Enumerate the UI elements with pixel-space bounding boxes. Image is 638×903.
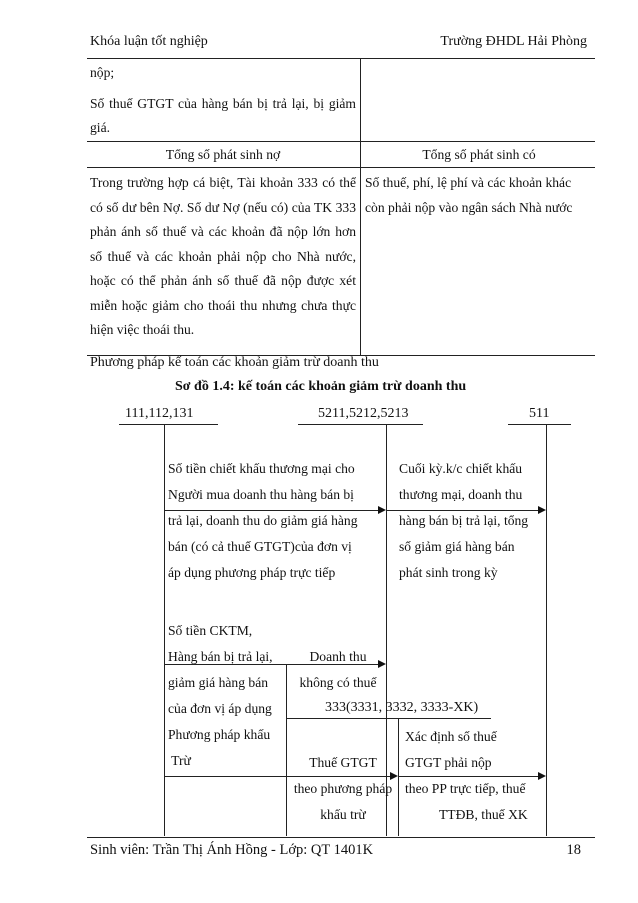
flow-line: Phương pháp khấu xyxy=(168,727,271,742)
flow-line: Người mua doanh thu hàng bán bị xyxy=(168,487,354,502)
flow-text-b xyxy=(399,456,528,586)
account-tax: 333(3331, 3332, 3333-XK) xyxy=(325,700,479,715)
flow-line: giảm giá hàng bán xyxy=(168,675,269,690)
flow-line: TTĐB, thuế XK xyxy=(439,807,528,822)
flow-line: Số tiền chiết khấu thương mại cho xyxy=(168,461,355,476)
page-number: 18 xyxy=(566,842,581,858)
account-right-axis xyxy=(546,424,547,836)
header-rule xyxy=(87,58,595,59)
table-cell-top-left xyxy=(90,61,356,141)
flow-line: không có thuế xyxy=(299,675,377,690)
footer-left: Sinh viên: Trần Thị Ánh Hồng - Lớp: QT 1401K xyxy=(90,842,374,858)
account-right: 511 xyxy=(529,406,550,421)
account-middle: 5211,5212,5213 xyxy=(318,406,409,421)
section-title: Phương pháp kế toán các khoản giảm trừ doanh thu xyxy=(90,355,379,370)
flow-line: phát sinh trong kỳ xyxy=(399,565,498,580)
debit-header: Tổng số phát sinh nợ xyxy=(165,147,281,162)
arrow-line-f xyxy=(398,776,538,777)
arrow-head-e xyxy=(390,772,398,780)
account-middle-line xyxy=(298,424,423,425)
flow-line: áp dụng phương pháp trực tiếp xyxy=(168,565,336,580)
flow-line: Số tiền CKTM, xyxy=(168,623,253,638)
arrow-head-f xyxy=(538,772,546,780)
header-right: Trường ĐHDL Hải Phòng xyxy=(440,34,587,49)
tax-left-axis xyxy=(286,664,287,836)
credit-text: Số thuế, phí, lệ phí và các khoản khác còn phải nộp vào ngân sách Nhà nước xyxy=(365,175,573,215)
arrow-line-e xyxy=(164,776,390,777)
table-text: nộp; xyxy=(90,65,115,80)
flow-line: số giảm giá hàng bán xyxy=(399,539,515,554)
credit-header: Tổng số phát sinh có xyxy=(422,147,536,162)
table-rule xyxy=(87,141,595,142)
flow-line: thương mại, doanh thu xyxy=(399,487,523,502)
flow-line: Doanh thu xyxy=(309,649,367,664)
flow-line: trả lại, doanh thu do giảm giá hàng xyxy=(168,513,358,528)
diagram-title: Sơ đồ 1.4: kế toán các khoản giảm trừ doanh thu xyxy=(175,379,467,394)
flow-line: khấu trừ xyxy=(320,807,366,822)
flow-line: theo phương pháp xyxy=(293,781,393,796)
flow-line: Cuối kỳ.k/c chiết khấu xyxy=(399,461,523,476)
flow-line: theo PP trực tiếp, thuế xyxy=(405,781,526,796)
header-left: Khóa luận tốt nghiệp xyxy=(90,34,208,49)
arrow-line-b xyxy=(386,510,538,511)
footer-rule xyxy=(87,837,595,838)
arrow-head-a xyxy=(378,506,386,514)
flow-line: GTGT phải nộp xyxy=(405,755,492,770)
debit-text: Trong trường hợp cá biệt, Tài khoản 333 có thể có số dư bên Nợ. Số dư Nợ (nếu có) của TK 333 phản ánh số thuế và các khoản đã nộp lớn hơn số thuế và các khoản phải nộp cho Nhà nước, hoặc có thể phản ánh số thuế đã nộp được xét miễn hoặc giảm cho thoái thu nhưng chưa thực hiện việc thoái thu. xyxy=(90,175,356,337)
account-tax-line xyxy=(286,718,491,719)
flow-text-e xyxy=(289,750,397,828)
flow-line: Xác định số thuế xyxy=(405,729,497,744)
flow-line: bán (có cả thuế GTGT)của đơn vị xyxy=(168,539,352,554)
account-left: 111,112,131 xyxy=(125,406,194,421)
table-text: Số thuế GTGT của hàng bán bị trả lại, bị giảm giá. xyxy=(90,95,356,135)
flow-line: Thuế GTGT xyxy=(309,755,377,770)
account-left-line xyxy=(119,424,218,425)
flow-line: Hàng bán bị trả lại, xyxy=(168,649,273,664)
flow-line: hàng bán bị trả lại, tổng xyxy=(399,513,529,528)
account-left-axis xyxy=(164,424,165,836)
flow-line: Trừ xyxy=(168,753,191,768)
flow-line: của đơn vị áp dụng xyxy=(168,701,272,716)
account-right-line xyxy=(508,424,571,425)
tax-right-axis xyxy=(398,718,399,836)
arrow-line-a xyxy=(164,510,378,511)
table-column-divider xyxy=(360,58,361,355)
arrow-head-b xyxy=(538,506,546,514)
flow-text-c xyxy=(168,618,273,774)
flow-text-d xyxy=(293,644,383,696)
flow-text-a xyxy=(168,456,358,586)
